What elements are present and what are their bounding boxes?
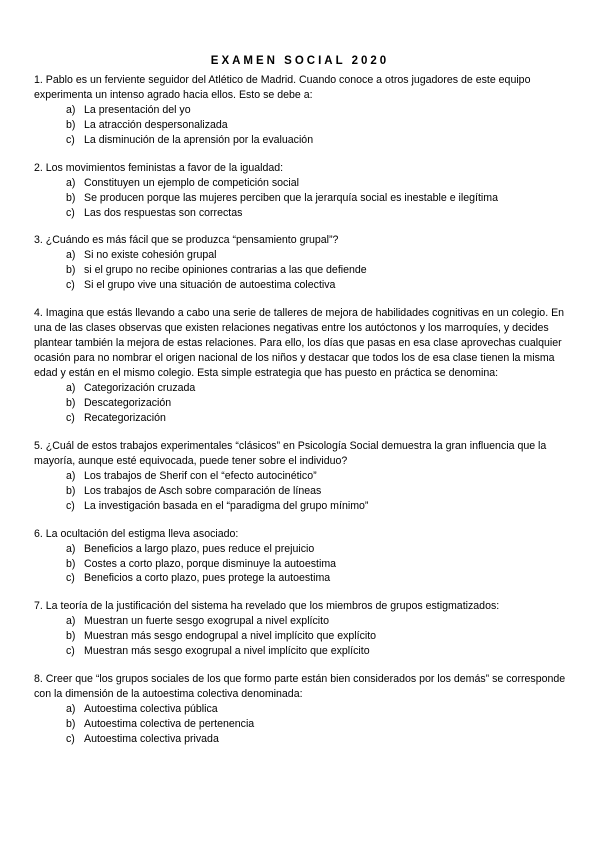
answer-option	[66, 732, 566, 747]
option-text: si el grupo no recibe opiniones contrarias a las que defiende	[84, 264, 367, 277]
exam-page	[34, 55, 566, 760]
question-stem: 6. La ocultación del estigma lleva asociado:	[34, 527, 239, 540]
option-letter: a)	[66, 703, 76, 716]
option-text: Los trabajos de Sherif con el “efecto autocinético”	[84, 469, 317, 482]
question-1	[34, 73, 566, 148]
option-letter: c)	[66, 645, 75, 658]
option-letter: a)	[66, 104, 76, 116]
option-letter: a)	[66, 542, 76, 555]
answer-options	[34, 702, 566, 747]
question-7	[34, 599, 566, 659]
answer-options	[34, 469, 566, 514]
option-text: Si no existe cohesión grupal	[84, 249, 217, 262]
question-4	[34, 306, 566, 426]
option-text: Autoestima colectiva de pertenencia	[84, 717, 255, 730]
option-text: Los trabajos de Asch sobre comparación de líneas	[84, 484, 322, 497]
option-letter: a)	[66, 382, 76, 395]
answer-options	[34, 176, 566, 221]
answer-option	[66, 629, 566, 644]
answer-option	[66, 103, 566, 118]
question-stem: 8. Creer que “los grupos sociales de los que formo parte están bien considerados por los demás” se corresponde con la dimensión de la autoestima colectiva denominada:	[34, 673, 566, 701]
option-letter: b)	[66, 264, 76, 277]
option-letter: a)	[66, 176, 76, 189]
answer-option	[66, 717, 566, 732]
option-letter: c)	[66, 206, 75, 219]
answer-option	[66, 702, 566, 717]
option-letter: c)	[66, 133, 75, 146]
answer-option	[66, 571, 566, 586]
answer-option	[66, 248, 566, 263]
question-stem: 1. Pablo es un ferviente seguidor del Atlético de Madrid. Cuando conoce a otros jugadores de este equipo experimenta un intenso agrado hacia ellos. Esto se debe a:	[34, 74, 531, 101]
option-text: Categorización cruzada	[84, 382, 196, 395]
answer-option	[66, 191, 566, 206]
option-text: Muestran un fuerte sesgo exogrupal a nivel explícito	[84, 615, 329, 628]
option-letter: c)	[66, 499, 75, 512]
option-text: Si el grupo vive una situación de autoestima colectiva	[84, 279, 336, 292]
option-text: La disminución de la aprensión por la evaluación	[84, 133, 314, 146]
question-2	[34, 161, 566, 221]
question-stem: 4. Imagina que estás llevando a cabo una serie de talleres de mejora de habilidades cognitivas en un colegio. En una de las clases observas que existen relaciones negativas entre los autóctonos y los marroquíes, y decides plantear también la mejora de estas relaciones. Para ello, los días que pasas en esa clase aprovechas cualquier ocasión para no nombrar el origen nacional de los niños y destacar que todos los de esa clase tienen la misma edad y están en el mismo colegio. Esta simple estrategia que has puesto en práctica se denomina:	[34, 307, 565, 380]
option-letter: a)	[66, 615, 76, 628]
question-list	[34, 73, 566, 747]
option-text: Recategorización	[84, 411, 166, 424]
answer-option	[66, 206, 566, 221]
answer-option	[66, 396, 566, 411]
option-letter: b)	[66, 191, 76, 204]
option-letter: b)	[66, 484, 76, 497]
question-stem: 5. ¿Cuál de estos trabajos experimentales “clásicos” en Psicología Social demuestra la gran influencia que la mayoría, aunque esté equivocada, puede tener sobre el individuo?	[34, 439, 547, 467]
question-8	[34, 672, 566, 747]
question-5	[34, 439, 566, 514]
exam-title: EXAMEN SOCIAL 2020	[210, 55, 390, 67]
answer-options	[34, 381, 566, 426]
option-text: Las dos respuestas son correctas	[84, 206, 243, 219]
answer-option	[66, 176, 566, 191]
option-text: Descategorización	[84, 397, 172, 410]
option-letter: b)	[66, 630, 76, 643]
question-3	[34, 233, 566, 293]
option-letter: b)	[66, 118, 76, 131]
option-letter: b)	[66, 717, 76, 730]
option-text: Muestran más sesgo endogrupal a nivel implícito que explícito	[84, 630, 377, 643]
option-letter: c)	[66, 279, 75, 292]
question-6	[34, 527, 566, 587]
answer-options	[34, 614, 566, 659]
option-text: Beneficios a corto plazo, pues protege la autoestima	[84, 572, 331, 585]
answer-option	[66, 133, 566, 148]
option-letter: b)	[66, 557, 76, 570]
answer-option	[66, 499, 566, 514]
option-letter: a)	[66, 469, 76, 482]
option-letter: c)	[66, 572, 75, 585]
answer-option	[66, 278, 566, 293]
option-text: Muestran más sesgo exogrupal a nivel implícito que explícito	[84, 645, 370, 658]
option-text: La atracción despersonalizada	[84, 118, 228, 131]
option-text: Constituyen un ejemplo de competición social	[84, 176, 299, 189]
answer-option	[66, 381, 566, 396]
option-text: La investigación basada en el “paradigma del grupo mínimo”	[84, 499, 369, 512]
option-text: Se producen porque las mujeres perciben que la jerarquía social es inestable e ilegítima	[84, 191, 498, 204]
answer-option	[66, 411, 566, 426]
option-text: Costes a corto plazo, porque disminuye la autoestima	[84, 557, 337, 570]
option-letter: c)	[66, 732, 75, 745]
answer-option	[66, 542, 566, 557]
answer-option	[66, 469, 566, 484]
answer-options	[34, 248, 566, 293]
answer-options	[34, 542, 566, 587]
question-stem: 7. La teoría de la justificación del sistema ha revelado que los miembros de grupos estigmatizados:	[34, 600, 500, 613]
option-letter: b)	[66, 397, 76, 410]
option-text: La presentación del yo	[84, 104, 191, 116]
option-text: Autoestima colectiva pública	[84, 703, 218, 716]
answer-option	[66, 557, 566, 572]
question-stem: 3. ¿Cuándo es más fácil que se produzca “pensamiento grupal”?	[34, 234, 339, 247]
answer-option	[66, 118, 566, 133]
answer-option	[66, 484, 566, 499]
answer-option	[66, 263, 566, 278]
answer-options	[34, 103, 566, 148]
question-stem: 2. Los movimientos feministas a favor de la igualdad:	[34, 161, 284, 174]
answer-option	[66, 614, 566, 629]
option-letter: a)	[66, 249, 76, 262]
option-text: Beneficios a largo plazo, pues reduce el prejuicio	[84, 542, 315, 555]
answer-option	[66, 644, 566, 659]
option-letter: c)	[66, 411, 75, 424]
option-text: Autoestima colectiva privada	[84, 732, 219, 745]
